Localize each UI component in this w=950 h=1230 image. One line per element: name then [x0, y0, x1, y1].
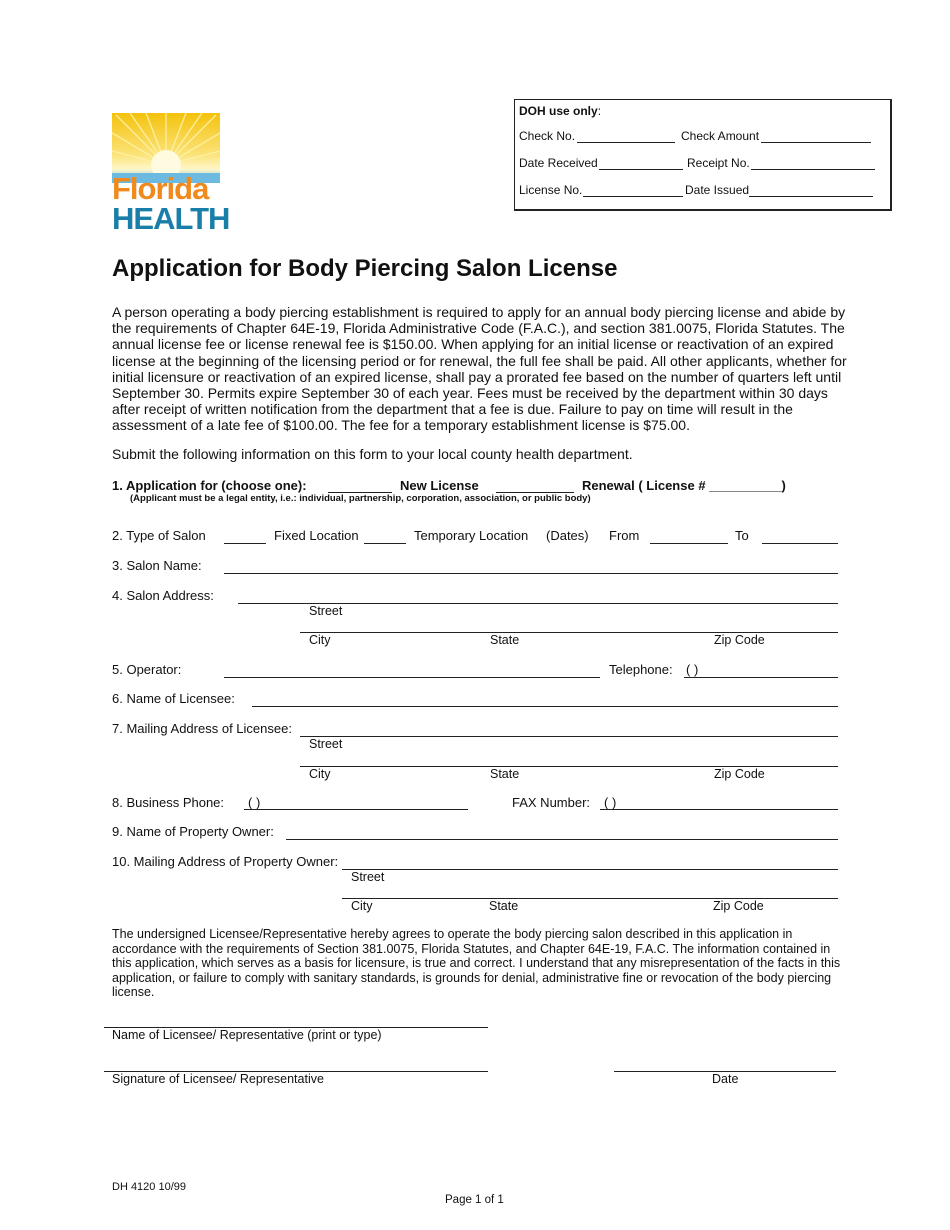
field10-label: 10. Mailing Address of Property Owner:: [112, 854, 339, 869]
check-no-field[interactable]: [577, 142, 675, 143]
logo-florida-text: Florida: [112, 171, 209, 206]
salon-name-field[interactable]: [224, 573, 838, 574]
owner-street-field[interactable]: [342, 869, 838, 870]
license-no-label: License No.: [519, 183, 583, 197]
owner-street-label: Street: [351, 870, 385, 884]
salon-zip-label: Zip Code: [714, 633, 765, 647]
to-date-field[interactable]: [762, 543, 838, 544]
temporary-location-checkbox[interactable]: [364, 543, 406, 544]
to-label: To: [735, 528, 749, 543]
telephone-label: Telephone:: [609, 662, 673, 677]
applicant-note: (Applicant must be a legal entity, i.e.: individual, partnership, corporation, association, or public body): [130, 493, 591, 504]
field3-label: 3. Salon Name:: [112, 558, 202, 573]
license-no-field[interactable]: [583, 196, 683, 197]
telephone-area-code: ( ): [686, 662, 699, 677]
telephone-field[interactable]: [684, 677, 838, 678]
fax-field[interactable]: [600, 809, 838, 810]
check-amount-field[interactable]: [761, 142, 871, 143]
from-date-field[interactable]: [650, 543, 728, 544]
date-received-field[interactable]: [599, 169, 683, 170]
field7-label: 7. Mailing Address of Licensee:: [112, 721, 292, 736]
agreement-paragraph: The undersigned Licensee/Representative hereby agrees to operate the body piercing salon described in this application in accordance with the requirements of Section 381.0075, Florida Statutes, and Chapter 64E-19, F.A.C. The information contained in this application, which serves as a basis for licensure, is true and correct. I understand that any misrepresentation of the facts in this application, or failure to comply with sanitary standards, is grounds for denial, administrative fine or revocation of the body piercing license.: [112, 927, 841, 1000]
business-phone-field[interactable]: [244, 809, 468, 810]
signature-label: Signature of Licensee/ Representative: [112, 1072, 324, 1086]
property-owner-field[interactable]: [286, 839, 838, 840]
fixed-location-label: Fixed Location: [274, 528, 359, 543]
field5-label: 5. Operator:: [112, 662, 182, 677]
date-issued-label: Date Issued: [685, 183, 750, 197]
renewal-label: Renewal ( License # __________): [582, 478, 786, 493]
salon-state-label: State: [490, 633, 520, 647]
new-license-label: New License: [400, 478, 479, 493]
doh-box-title: DOH use only:: [519, 104, 602, 118]
field8-label: 8. Business Phone:: [112, 795, 225, 810]
date-issued-field[interactable]: [749, 196, 873, 197]
licensee-street-field[interactable]: [300, 736, 838, 737]
page-title: Application for Body Piercing Salon License: [112, 255, 618, 282]
intro-paragraph: A person operating a body piercing establishment is required to apply for an annual body piercing license and abide by the requirements of Chapter 64E-19, Florida Administrative Code (F.A.C.), and section 381.0075, Florida Statutes. The annual license fee or license renewal fee is $150.00. When applying for an initial license or reactivation of an expired license at the beginning of the licensing period or for renewal, the full fee shall be paid. All other applicants, whether for initial licensure or reactivation of an expired license, shall pay a prorated fee based on the number of quarters left until September 30. Permits expire September 30 of each year. Fees must be received by the department within 30 days after receipt of written notification from the department that a fee is due. Failure to pay on time will result in the assessment of a late fee of $100.00. The fee for a temporary establishment license is $75.00.: [112, 304, 847, 434]
from-label: From: [609, 528, 640, 543]
check-no-label: Check No.: [519, 129, 576, 143]
field1-label: 1. Application for (choose one):: [112, 478, 307, 493]
field2-label: 2. Type of Salon: [112, 528, 206, 543]
fixed-location-checkbox[interactable]: [224, 543, 266, 544]
operator-field[interactable]: [224, 677, 600, 678]
field6-label: 6. Name of Licensee:: [112, 691, 235, 706]
page-number: Page 1 of 1: [445, 1194, 504, 1206]
owner-state-label: State: [489, 899, 519, 913]
owner-city-label: City: [351, 899, 373, 913]
licensee-street-label: Street: [309, 737, 343, 751]
fax-label: FAX Number:: [512, 795, 591, 810]
logo-health-text: HEALTH: [112, 201, 230, 236]
field9-label: 9. Name of Property Owner:: [112, 824, 274, 839]
form-id: DH 4120 10/99: [112, 1181, 186, 1193]
doh-use-only-box: [514, 99, 892, 211]
licensee-state-label: State: [490, 767, 520, 781]
licensee-zip-label: Zip Code: [714, 767, 765, 781]
date-label: Date: [712, 1072, 739, 1086]
receipt-no-field[interactable]: [751, 169, 875, 170]
owner-zip-label: Zip Code: [713, 899, 764, 913]
field4-label: 4. Salon Address:: [112, 588, 214, 603]
business-phone-area-code: ( ): [248, 795, 261, 810]
licensee-city-label: City: [309, 767, 331, 781]
date-received-label: Date Received: [519, 156, 598, 170]
florida-health-logo: [112, 113, 230, 236]
salon-city-label: City: [309, 633, 331, 647]
temporary-location-label: Temporary Location: [414, 528, 529, 543]
check-amount-label: Check Amount: [681, 129, 760, 143]
licensee-name-field[interactable]: [252, 706, 838, 707]
salon-street-label: Street: [309, 604, 343, 618]
receipt-no-label: Receipt No.: [687, 156, 750, 170]
submit-instructions: Submit the following information on this form to your local county health department.: [112, 446, 633, 462]
licensee-name-print-label: Name of Licensee/ Representative (print or type): [112, 1028, 382, 1042]
fax-area-code: ( ): [604, 795, 617, 810]
dates-label: (Dates): [546, 528, 589, 543]
